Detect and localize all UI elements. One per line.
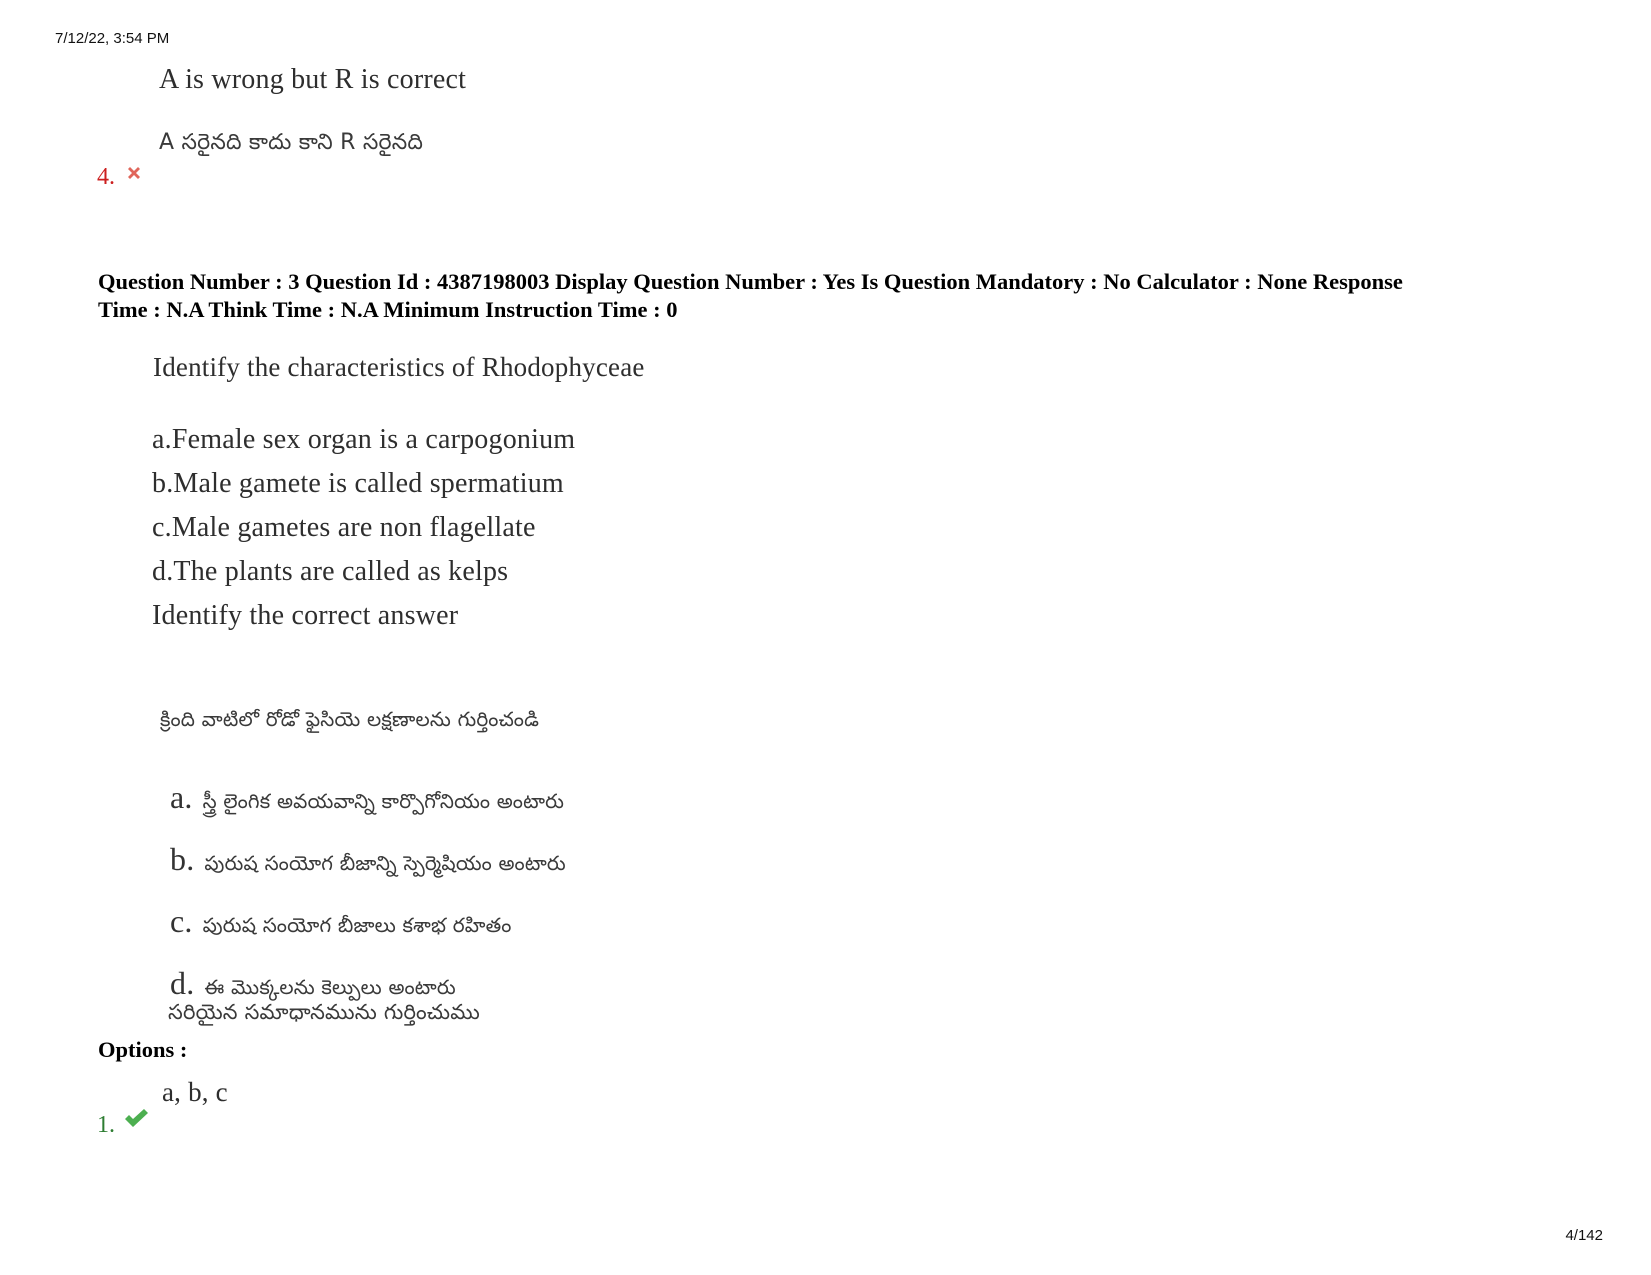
question-item-en: c.Male gametes are non flagellate	[152, 512, 536, 543]
item-letter: b.	[170, 841, 195, 877]
question-prompt-te: క్రింది వాటిలో రోడో ఫైసియె లక్షణాలను గుర్తించండి	[160, 707, 540, 731]
cross-icon	[125, 162, 143, 180]
question-meta-line-2: Time : N.A Think Time : N.A Minimum Instruction Time : 0	[98, 297, 678, 322]
question-items-en	[152, 418, 575, 638]
item-text: పురుష సంయోగ బీజాలు కశాభ రహితం	[202, 913, 512, 937]
item-letter: d.	[170, 965, 195, 1001]
question-item-te	[170, 830, 566, 892]
print-timestamp: 7/12/22, 3:54 PM	[55, 30, 170, 47]
option-number-label: 1.	[97, 1112, 115, 1138]
prev-option-number	[97, 164, 143, 191]
item-text: పురుష సంయోగ బీజాన్ని స్పెర్మెషియం అంటారు	[204, 851, 566, 875]
question-item-en: a.Female sex organ is a carpogonium	[152, 424, 576, 455]
question-item-te	[170, 768, 566, 830]
option-number	[97, 1112, 149, 1139]
item-text: ఈ మొక్కలను కెల్పులు అంటారు	[204, 975, 456, 999]
question-prompt-en: Identify the characteristics of Rhodophyceae	[153, 352, 645, 382]
question-item-te	[170, 892, 566, 954]
item-letter: c.	[170, 903, 193, 939]
item-text: స్త్రీ లైంగిక అవయవాన్ని కార్పొగోనియం అంటారు	[202, 789, 565, 813]
checkmark-icon	[123, 1108, 149, 1128]
question-item-en: b.Male gamete is called spermatium	[152, 468, 564, 499]
question-metadata	[98, 268, 1578, 324]
item-letter: a.	[170, 779, 193, 815]
option-text: a, b, c	[162, 1077, 228, 1107]
option-number-label: 4.	[97, 164, 115, 190]
prev-option-text-te: A సరైనది కాదు కాని R సరైనది	[159, 130, 424, 155]
question-closing-te: సరియైన సమాధానమును గుర్తించుము	[168, 1000, 480, 1024]
options-label: Options :	[98, 1037, 188, 1062]
question-items-te	[170, 768, 566, 1016]
prev-option-text-en: A is wrong but R is correct	[159, 64, 467, 95]
question-closing-en: Identify the correct answer	[152, 600, 459, 631]
page-indicator: 4/142	[1565, 1227, 1603, 1244]
question-item-en: d.The plants are called as kelps	[152, 556, 509, 587]
question-meta-line-1: Question Number : 3 Question Id : 4387198003 Display Question Number : Yes Is Question Mandatory : No Calculator : None Response	[98, 269, 1403, 294]
